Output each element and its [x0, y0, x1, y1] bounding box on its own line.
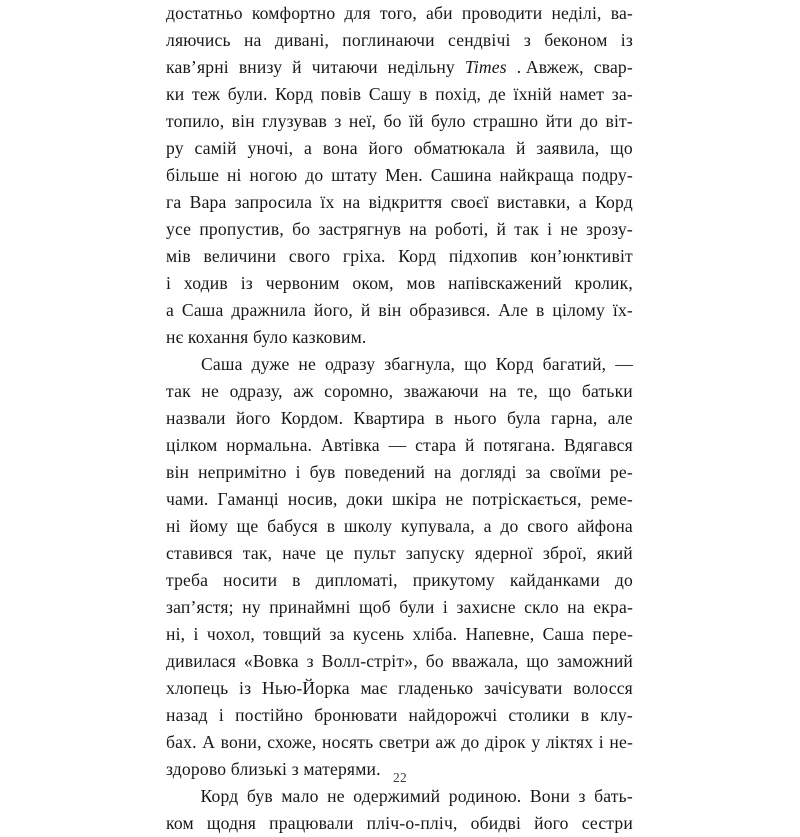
- text-line: здорово близькі з матерями.: [166, 759, 381, 779]
- text-line: ляючись на дивані, поглинаючи сендвічі з беконом із: [166, 30, 633, 50]
- text-line: ставився так, наче це пульт запуску ядерної зброї, який: [166, 543, 633, 563]
- page-text-block: [166, 0, 633, 837]
- text-line: нє кохання було казковим.: [166, 327, 367, 347]
- text-line: а Саша дражнила його, й він образився. Але в цілому їх-: [166, 300, 633, 320]
- text-line: мів величини свого гріха. Корд підхопив кон’юнктивіт: [166, 246, 633, 266]
- text-line: ки теж були. Корд повів Сашу в похід, де їхній намет за-: [166, 84, 633, 104]
- text-line: цілком нормальна. Автівка — стара й потягана. Вдягався: [166, 435, 633, 455]
- text-line: назад і постійно бронювати найдорожчі столики в клу-: [166, 705, 633, 725]
- text-line: чами. Гаманці носив, доки шкіра не потріскається, реме-: [166, 489, 633, 509]
- text-line: топило, він глузував з неї, бо їй було страшно йти до віт-: [166, 111, 633, 131]
- paragraph-1: [166, 0, 633, 351]
- text-line: ком щодня працювали пліч-о-пліч, обидві його сестри: [166, 813, 633, 833]
- text-line: ру самій уночі, а вона його обматюкала й заявила, що: [166, 138, 633, 158]
- page-number: 22: [392, 770, 408, 785]
- paragraph-2: [166, 351, 633, 783]
- text-line: зап’ястя; ну принаймні щоб були і захисне скло на екра-: [166, 597, 633, 617]
- text-line: назвали його Кордом. Квартира в нього була гарна, але: [166, 408, 633, 428]
- text-line: га Вара запросила їх на відкриття своєї виставки, а Корд: [166, 192, 633, 212]
- text-line: і ходив із червоним оком, мов напівскажений кролик,: [166, 273, 633, 293]
- text-line: так не одразу, аж соромно, зважаючи на те, що батьки: [166, 381, 633, 401]
- text-line: треба носити в дипломаті, прикутому кайданками до: [166, 570, 633, 590]
- text-line: Саша дуже не одразу збагнула, що Корд багатий, —: [200, 354, 633, 374]
- text-line: дивилася «Вовка з Волл-стріт», бо вважала, що заможний: [166, 651, 633, 671]
- text-line: хлопець із Нью-Йорка має гладенько зачісувати волосся: [166, 678, 633, 698]
- text-line: ні йому ще бабуся в школу купувала, а до свого айфона: [166, 516, 633, 536]
- text-line: він непримітно і був поведений на догляді за своїми ре-: [166, 462, 633, 482]
- text-line: Корд був мало не одержимий родиною. Вони з бать-: [200, 786, 633, 806]
- text-line: ні, і чохол, товщий за кусень хліба. Напевне, Саша пере-: [166, 624, 633, 644]
- paragraph-3: [166, 783, 633, 837]
- text-line: більше ні ногою до штату Мен. Сашина найкраща подру-: [166, 165, 633, 185]
- text-line: достатньо комфортно для того, аби проводити неділі, ва-: [166, 3, 633, 23]
- text-line: бах. А вони, схоже, носять светри аж до дірок у ліктях і не-: [166, 732, 633, 752]
- text-line: кав’ярні внизу й читаючи недільну Times . Авжеж, свар-: [166, 57, 633, 77]
- text-line: усе пропустив, бо застрягнув на роботі, й так і не зрозу-: [166, 219, 633, 239]
